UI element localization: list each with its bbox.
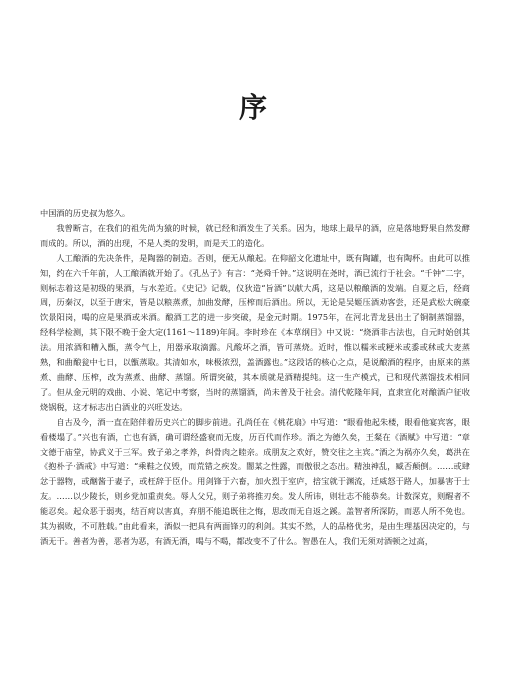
paragraph: 我曾断言，在我们的祖先尚为猿的时候，就已经和酒发生了关系。因为，地球上最早的酒，应是落地野果自然发酵而成的。所以，酒的出现，不是人类的发明，而是天工的造化。: [40, 222, 470, 248]
paragraph: 自古及今，酒一直在陪伴着历史兴亡的脚步前进。孔尚任在《桃花扇》中写道：“眼看他起朱楼，眼看他宴宾客，眼看楼塌了。”兴也有酒，亡也有酒，确可谓经盛衰而无废，历百代而作珍。酒之为德久矣，王粲在《酒赋》中写道：“章文德于庙堂，协武义于三军。致子弟之孝养，纠骨肉之睦亲。成朋友之欢好，赞交往之主宾。”酒之为祸亦久矣，葛洪在《抱朴子·酒戒》中写道：“乘鞋之仪毁，而荒错之疾发。闇某之性露，而傲很之态出。精浊神乱，臧否颠倒。……或肆忿于器物，或酗酱于妻子，或枉辞于臣仆。用剑锋于六畜，加火烈于室庐，掊宝就于渊流，迁威怒于路人，加暴害于士友。……以少陵长，则乡党加重责矣。辱人父兄，则子弟将推刃矣。发人所讳，则壮志不能恭矣。计数深克，则醒者不能忍矣。起众恶于弱夷，结百疴以害真，弃朋不能追既往之悔，思改而无自返之蹊。盖智者所深防，而恶人所不免也。其为祸败，不可胜载。”由此看来，酒似一把具有两面锋刃的利剑。其实不然，人的品格优劣，是由生理基因决定的，与酒无干。善者为善，恶者为恶，有酒无酒，喝与不喝，都改变不了什么。智愚在人，我们无须对酒顿之过高，: [40, 416, 470, 546]
body-text: [40, 206, 470, 549]
paragraph: 人工酿酒的先决条件，是陶器的制造。否则，便无从酿起。在仰韶文化遗址中，既有陶罐，也有陶杯。由此可以推知，约在六千年前，人工酿酒就开始了。《孔丛子》有言：“尧舜千钟。”这说明在尧时，酒已流行于社会。“千钟”二字，则标志着这是初级的果酒，与水差近。《史记》记载，仪狄造“旨酒”以献大禹，这是以粮酿酒的发端。自夏之后，经商周，历秦汉，以至于唐宋，皆是以粮蒸煮，加曲发酵，压榨而后酒出。所以，无论是吴姬压酒劝客尝，还是武松大碗豪饮景阳岗，喝的应是果酒或米酒。酿酒工艺的进一步突破，是金元时期。1975年，在河北青龙县出土了铜制蒸馏器，经科学检测，其下限不晚于金大定(1161～1189)年间。李时珍在《本草纲目》中又说：“烧酒非古法也，自元时始创其法。用浓酒和糟入甑，蒸令气上，用器承取滴露。凡酸坏之酒，皆可蒸烧。近时，惟以糯米或粳米或黍或秫或大麦蒸熟，和曲酿瓮中七日，以甑蒸取。其清如水，味极浓烈，盖酒露也。”这段话的核心之点，是说酿酒的程序，由原来的蒸煮、曲酵、压榨，改为蒸煮、曲酵、蒸馏。所谓突破，其本质就是酒精提纯。这一生产模式，已和现代蒸馏技术相同了。但从金元明的戏曲、小说、笔记中考察，当时的蒸馏酒，尚未普及于社会。清代乾隆年间，直隶宣化对酿酒户征收烧锅税，这才标志出白酒业的兴旺发达。: [40, 252, 470, 412]
paragraph: 中国酒的历史叔为悠久。: [40, 208, 131, 218]
page-title: 序: [238, 91, 269, 124]
